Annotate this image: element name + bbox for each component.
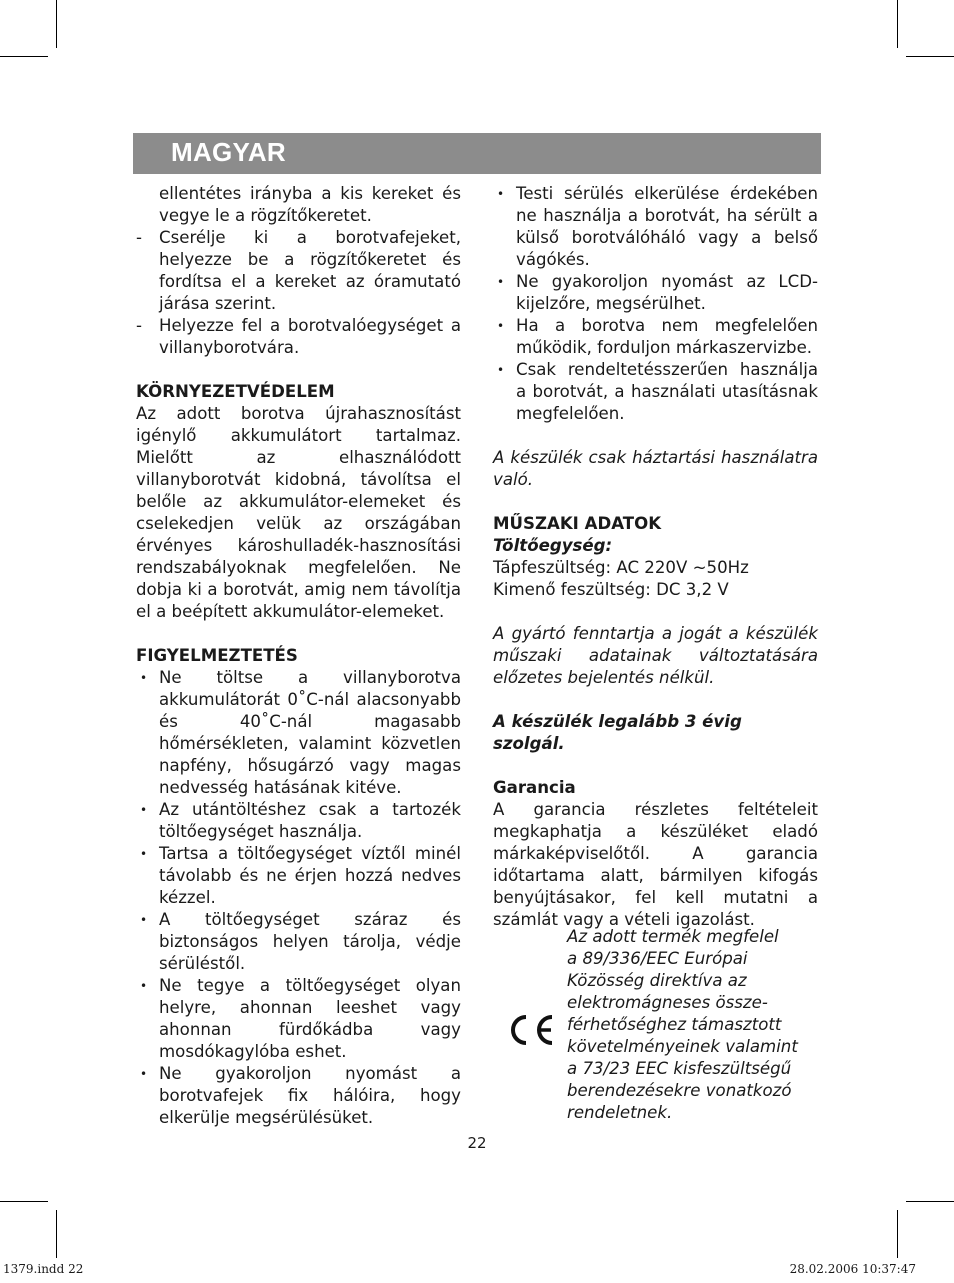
ce-text-line: követelményeinek valamint: [567, 1037, 798, 1056]
warning-item: • Ne gyakoroljon nyomást a borotvafejek fix hálóira, hogy elkerülje megsérülésüket.: [140, 1064, 461, 1127]
ce-text-line: férhetőséghez támasztott: [567, 1015, 782, 1034]
ce-text-line: berendezésekre vonatkozó: [567, 1081, 792, 1100]
crop-mark: [906, 1201, 954, 1202]
ce-text-line: Közösség direktíva az: [567, 971, 747, 990]
ce-text-line: Az adott termék megfelel: [567, 927, 779, 946]
slug-file-info: 1379.indd 22: [3, 1262, 84, 1276]
ce-conformity-text: [567, 926, 817, 1124]
crop-mark: [897, 1210, 898, 1258]
charger-heading: Töltőegység:: [493, 536, 613, 555]
ce-text-line: elektromágneses össze-: [567, 993, 768, 1012]
warning-heading: FIGYELMEZTETÉS: [136, 646, 298, 665]
lifetime-note: A készülék legalább 3 évig szolgál.: [493, 712, 742, 753]
warranty-heading: Garancia: [493, 778, 576, 797]
intro-continuation: ellentétes irányba a kis kereket és vegye le a rögzítőkeretet.: [159, 184, 461, 225]
crop-mark: [0, 1201, 48, 1202]
crop-mark: [56, 1210, 57, 1258]
warning-item: • Tartsa a töltőegységet víztől minél távolabb és ne érjen hozzá nedves kézzel.: [140, 844, 461, 907]
crop-mark: [897, 0, 898, 48]
environment-heading: KÖRNYEZETVÉDELEM: [136, 382, 335, 401]
language-title: MAGYAR: [171, 137, 286, 167]
manufacturer-note: A gyártó fenntartja a jogát a készülék műszaki adatainak változtatására előzetes bejelentés nélkül.: [493, 624, 818, 687]
crop-mark: [0, 56, 48, 57]
crop-mark: [906, 56, 954, 57]
environment-text: Az adott borotva újrahasznosítást igénylő akkumulátort tartalmaz. Mielőtt az elhasználódott villanyborotvát kidobná, távolítsa el belőle az akkumulátor-elemeket és cselekedjen velük az országában érvényes károshulladék-hasznosítási rendszabályoknak megfelelően. Ne dobja ki a borotvát, amig nem távolítja el a beépített akkumulátor-elemeket.: [136, 404, 461, 621]
warning-item: • Ne töltse a villanyborotva akkumulátorát 0˚C-nál alacsonyabb és 40˚C-nál magasabb hőmérsékleten, valamint közvetlen napfény, hősugárzó vagy magas nedvesség hatásának kitéve.: [140, 668, 461, 797]
warning-item: • Ne gyakoroljon nyomást az LCD-kijelzőre, megsérülhet.: [497, 272, 818, 313]
household-note: A készülék csak háztartási használatra való.: [493, 448, 818, 489]
step-item: - Helyezze fel a borotvalóegységet a villanyborotvára.: [136, 316, 461, 357]
page-number: 22: [467, 1134, 487, 1152]
warning-item: • Az utántöltéshez csak a tartozék töltőegységet használja.: [140, 800, 461, 841]
supply-voltage: Tápfeszültség: AC 220V ~50Hz: [493, 558, 749, 577]
left-column: [136, 183, 461, 1129]
step-item: - Cserélje ki a borotvafejeket, helyezze be a rögzítőkeretet és fordítsa el a kereket az óramutató járása szerint.: [136, 228, 461, 313]
output-voltage: Kimenő feszültség: DC 3,2 V: [493, 580, 729, 599]
language-header-bar: [133, 133, 821, 174]
ce-text-line: rendeletnek.: [567, 1103, 673, 1122]
warning-item: • Ha a borotva nem megfelelően működik, forduljon márkaszervizbe.: [497, 316, 818, 357]
warning-item: • A töltőegységet száraz és biztonságos helyen tárolja, védje sérüléstől.: [140, 910, 461, 973]
warning-item: • Ne tegye a töltőegységet olyan helyre, ahonnan leeshet vagy ahonnan fürdőkádba vagy mosdókagylóba eshet.: [140, 976, 461, 1061]
right-column: [493, 183, 818, 931]
ce-text-line: a 89/336/EEC Európai: [567, 949, 748, 968]
slug-timestamp: 28.02.2006 10:37:47: [789, 1262, 916, 1276]
warning-item: • Csak rendeltetésszerűen használja a borotvát, a használati utasításnak megfelelően.: [497, 360, 818, 423]
ce-text-line: a 73/23 EEC kisfeszültségű: [567, 1059, 792, 1078]
ce-mark-icon: [505, 1013, 557, 1047]
warning-item: • Testi sérülés elkerülése érdekében ne használja a borotvát, ha sérült a külső borotválóháló vagy a belső vágókés.: [497, 184, 818, 269]
warranty-text: A garancia részletes feltételeit megkaphatja a készüléket eladó márkaképviselőtől. A garancia időtartama alatt, bármilyen kifogás benyújtásakor, fel kell mutatni a számlát vagy a vételi igazolást.: [493, 800, 818, 929]
spec-heading: MŰSZAKI ADATOK: [493, 514, 662, 533]
crop-mark: [56, 0, 57, 48]
